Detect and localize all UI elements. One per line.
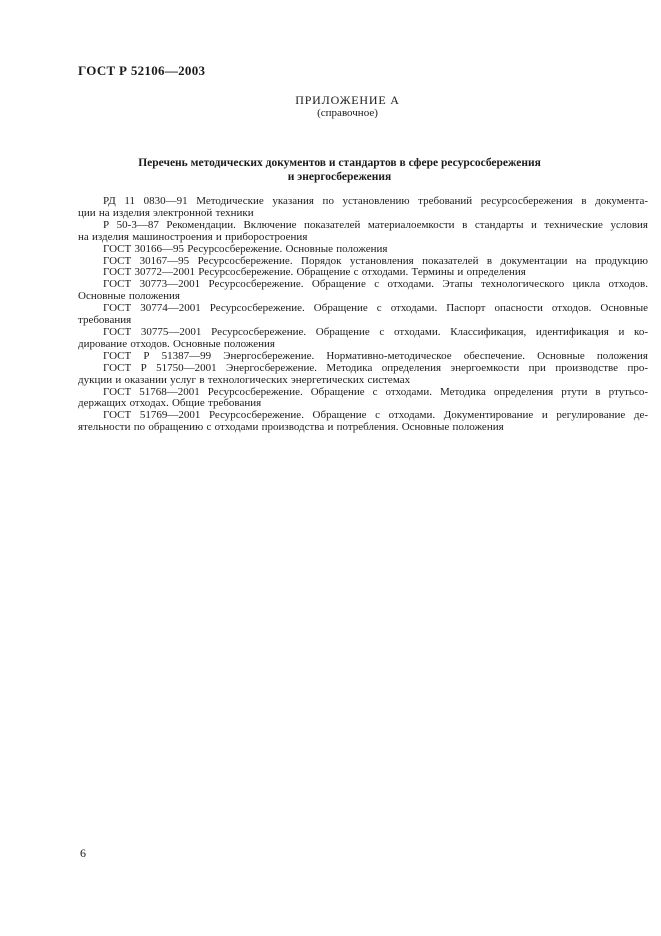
standard-entry-line: ГОСТ 51768—2001 Ресурсосбережение. Обращение с отходами. Методика определения ртути в ртутьсо- [103,385,648,398]
standard-entry-line: ГОСТ 30774—2001 Ресурсосбережение. Обращение с отходами. Паспорт опасности отходов. Основные [103,302,648,315]
standard-entry-line: ГОСТ Р 51387—99 Энергосбережение. Нормативно-методическое обеспечение. Основные положения [103,349,648,362]
section-title-line2: и энергосбережения [287,171,392,183]
standard-entry-line: дирование отходов. Основные положения [78,337,275,350]
standard-entry-line: ГОСТ 30775—2001 Ресурсосбережение. Обращение с отходами. Классификация, идентификация и ко- [103,325,648,338]
standards-list [78,196,648,434]
standard-entry-line: ГОСТ 51769—2001 Ресурсосбережение. Обращение с отходами. Документирование и регулирование де- [103,409,648,422]
standard-entry-line: ГОСТ 30773—2001 Ресурсосбережение. Обращение с отходами. Этапы технологического цикла отходов. [103,278,648,291]
standard-entry-line: ции на изделия электронной техники [78,206,254,219]
standard-entry-line: ГОСТ 30772—2001 Ресурсосбережение. Обращение с отходами. Термины и определения [103,266,526,279]
standard-entry-line: Р 50-3—87 Рекомендации. Включение показателей материалоемкости в стандарты и технические условия [103,218,648,231]
standard-entry-line: РД 11 0830—91 Методические указания по установлению требований ресурсосбережения в документа- [103,195,648,207]
standard-entry-line: ГОСТ 30166—95 Ресурсосбережение. Основные положения [103,242,388,255]
standard-entry-line: Основные положения [78,290,180,303]
standard-entry-line: ГОСТ Р 51750—2001 Энергосбережение. Методика определения энергоемкости при производстве про- [103,361,648,374]
standard-entry-line: на изделия машиностроения и приборостроения [78,230,308,243]
appendix-heading [17,93,661,120]
page-number: 6 [80,846,86,860]
standard-code: ГОСТ Р 52106—2003 [78,63,206,78]
appendix-note: (справочное) [317,107,378,119]
standard-entry-line: ятельности по обращению с отходами производства и потребления. Основные положения [78,421,504,434]
appendix-label: ПРИЛОЖЕНИЕ А [295,93,400,107]
standard-entry-line: требования [78,314,132,327]
section-title-line1: Перечень методических документов и стандартов в сфере ресурсосбережения [138,157,541,169]
standard-entry-line: дукции и оказании услуг в технологических энергетических системах [78,373,411,386]
standard-entry-line: ГОСТ 30167—95 Ресурсосбережение. Порядок установления показателей в документации на продукцию [103,254,648,267]
section-title [9,156,661,184]
standard-entry-line: держащих отходах. Общие требования [78,397,262,410]
